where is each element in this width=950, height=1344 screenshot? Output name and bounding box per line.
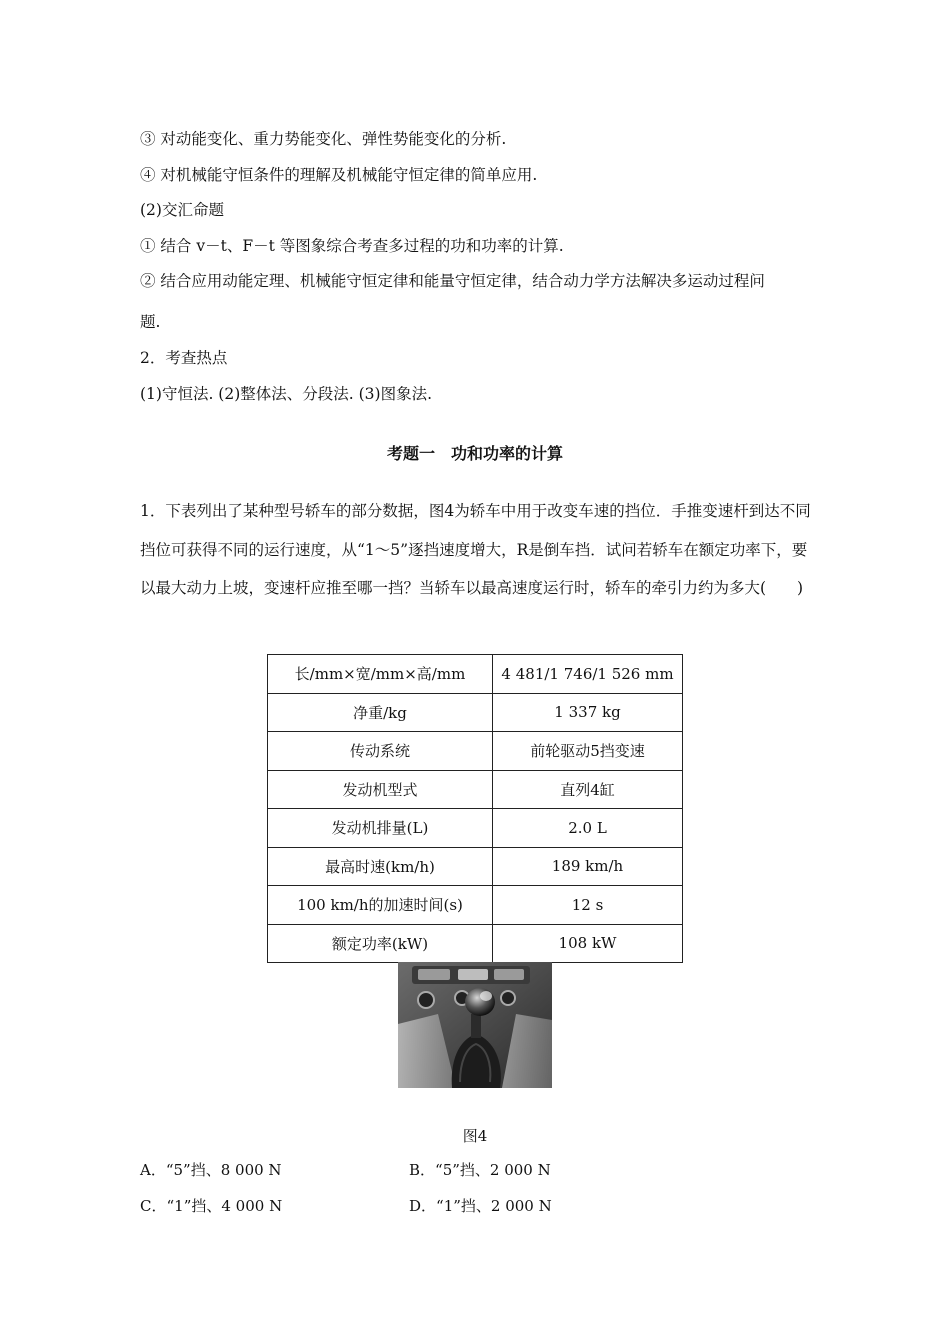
figure-caption: 图4: [462, 1127, 488, 1145]
table-cell: 189 km/h: [493, 847, 683, 886]
table-cell: 额定功率(kW): [268, 924, 493, 963]
table-row: [268, 809, 683, 848]
table-row: [268, 655, 683, 694]
option-a: A．“5”挡、8 000 N: [140, 1161, 282, 1179]
table-cell: 1 337 kg: [493, 693, 683, 732]
option-b: B．“5”挡、2 000 N: [409, 1161, 551, 1179]
section-title: 考题一 功和功率的计算: [386, 444, 563, 463]
item-4: ④ 对机械能守恒条件的理解及机械能守恒定律的简单应用.: [140, 166, 538, 184]
table-cell: 传动系统: [268, 732, 493, 771]
option-c: C．“1”挡、4 000 N: [140, 1197, 283, 1215]
table-cell: 最高时速(km/h): [268, 847, 493, 886]
item-j2: ② 结合应用动能定理、机械能守恒定律和能量守恒定律，结合动力学方法解决多运动过程问: [140, 272, 765, 290]
table-cell: 12 s: [493, 886, 683, 925]
table-cell: 前轮驱动5挡变速: [493, 732, 683, 771]
table-row: [268, 847, 683, 886]
item-3: ③ 对动能变化、重力势能变化、弹性势能变化的分析.: [140, 130, 507, 148]
table-row: [268, 693, 683, 732]
table-cell: 净重/kg: [268, 693, 493, 732]
table-row: [268, 924, 683, 963]
table-row: [268, 770, 683, 809]
question-text: 1．下表列出了某种型号轿车的部分数据，图4为轿车中用于改变车速的挡位．手推变速杆到达不同挡位可获得不同的运行速度，从“1～5”逐挡速度增大，R是倒车挡．试问若轿车在额定功率下，要以最大动力上坡，变速杆应推至哪一挡？当轿车以最高速度运行时，轿车的牵引力约为多大( ): [140, 502, 811, 597]
item-j1: ① 结合 v－t、F－t 等图象综合考查多过程的功和功率的计算.: [140, 237, 564, 255]
table-row: [268, 886, 683, 925]
table-row: [268, 732, 683, 771]
spec-table: [267, 654, 683, 963]
table-cell: 108 kW: [493, 924, 683, 963]
table-cell: 4 481/1 746/1 526 mm: [493, 655, 683, 694]
table-cell: 100 km/h的加速时间(s): [268, 886, 493, 925]
table-cell: 发动机型式: [268, 770, 493, 809]
item-j2-cont: 题.: [140, 313, 161, 331]
option-d: D．“1”挡、2 000 N: [409, 1197, 552, 1215]
table-cell: 长/mm×宽/mm×高/mm: [268, 655, 493, 694]
hot-topic-body: (1)守恒法. (2)整体法、分段法. (3)图象法.: [140, 385, 433, 403]
hot-topic-title: 2．考查热点: [140, 349, 228, 367]
table-cell: 2.0 L: [493, 809, 683, 848]
section-2-heading: (2)交汇命题: [140, 201, 224, 219]
gear-shift-photo: [398, 962, 552, 1088]
table-cell: 直列4缸: [493, 770, 683, 809]
table-cell: 发动机排量(L): [268, 809, 493, 848]
